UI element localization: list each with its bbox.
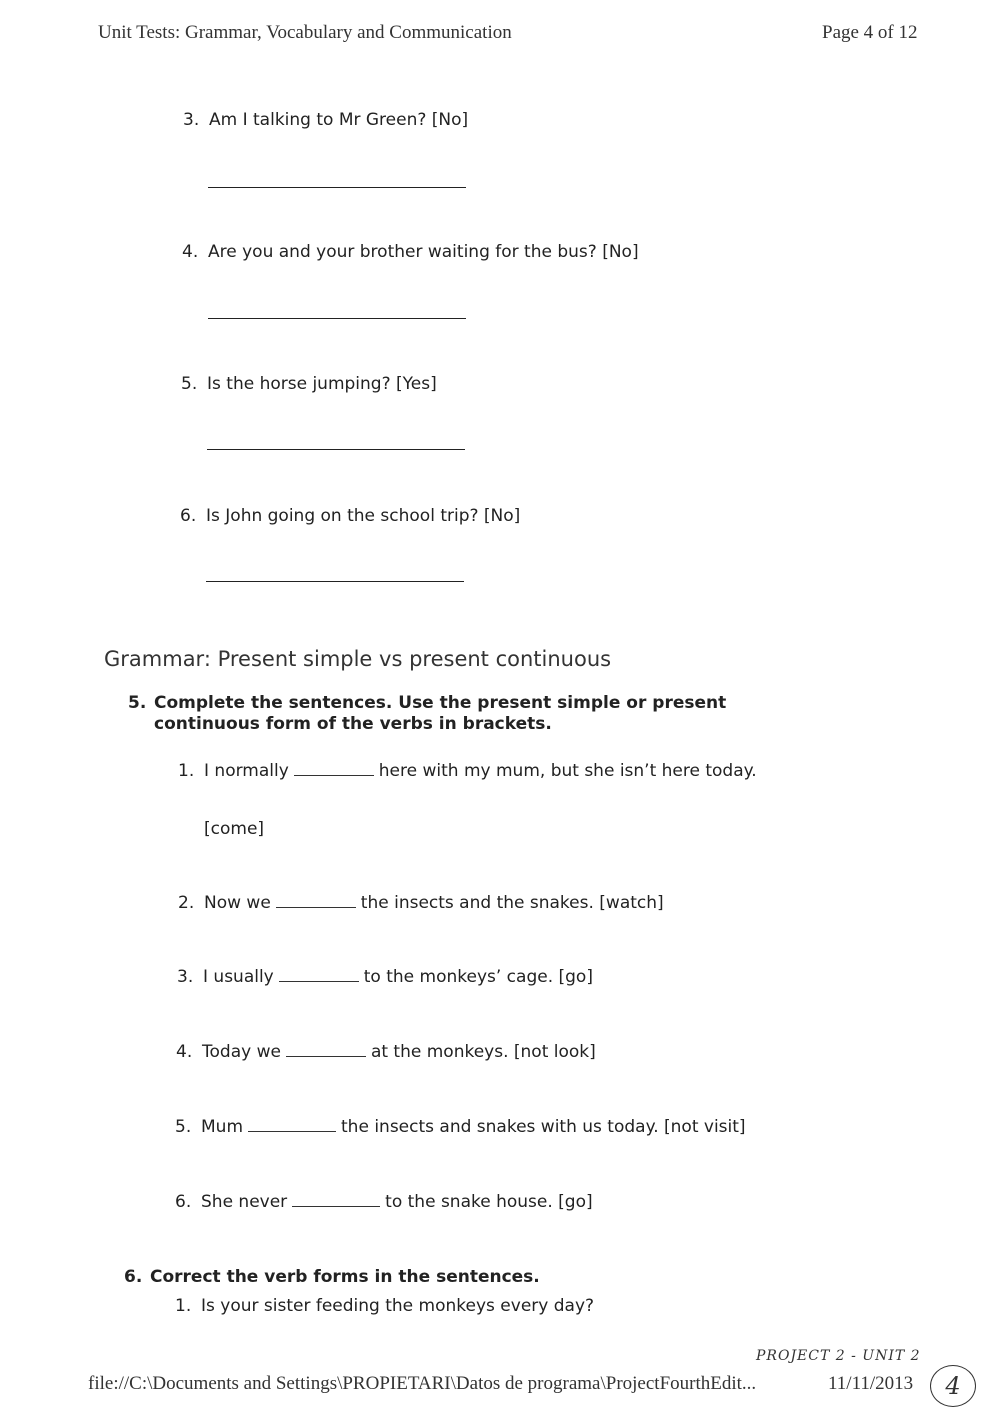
ex5-item-4: 4. Today we at the monkeys. [not look] <box>176 1042 596 1062</box>
ex5-item-5: 5. Mum the insects and snakes with us today. [not visit] <box>175 1117 746 1137</box>
fill-blank[interactable] <box>294 761 374 776</box>
ex5-item-1: 1. I normally here with my mum, but she isn’t here today. <box>178 761 757 781</box>
handwritten-page-circle: 4 <box>930 1365 976 1407</box>
answer-line[interactable] <box>208 318 466 319</box>
question-3: 3. Am I talking to Mr Green? [No] <box>183 110 469 130</box>
header-title: Unit Tests: Grammar, Vocabulary and Communication <box>98 22 512 43</box>
answer-line[interactable] <box>207 449 465 450</box>
footer-file-path: file://C:\Documents and Settings\PROPIETARI\Datos de programa\ProjectFourthEdit... <box>88 1373 757 1394</box>
handwritten-note: PROJECT 2 - UNIT 2 <box>756 1348 921 1364</box>
question-6: 6. Is John going on the school trip? [No] <box>180 506 521 526</box>
exercise-5-instruction-cont: continuous form of the verbs in brackets. <box>154 714 552 734</box>
ex5-item-1-hint: [come] <box>204 819 265 839</box>
fill-blank[interactable] <box>279 967 359 982</box>
ex5-item-6: 6. She never to the snake house. [go] <box>175 1192 593 1212</box>
fill-blank[interactable] <box>276 893 356 908</box>
fill-blank[interactable] <box>248 1117 336 1132</box>
exercise-5-instruction: 5. Complete the sentences. Use the present simple or present <box>128 693 727 713</box>
fill-blank[interactable] <box>292 1192 380 1207</box>
ex5-item-3: 3. I usually to the monkeys’ cage. [go] <box>177 967 593 987</box>
footer-date: 11/11/2013 <box>828 1373 914 1394</box>
fill-blank[interactable] <box>286 1042 366 1057</box>
answer-line[interactable] <box>208 187 466 188</box>
exercise-6-instruction: 6. Correct the verb forms in the sentences. <box>124 1267 540 1287</box>
answer-line[interactable] <box>206 581 464 582</box>
question-5: 5. Is the horse jumping? [Yes] <box>181 374 437 394</box>
question-4: 4. Are you and your brother waiting for the bus? [No] <box>182 242 639 262</box>
section-title: Grammar: Present simple vs present continuous <box>104 647 612 671</box>
ex6-item-1: 1. Is your sister feeding the monkeys every day? <box>175 1296 595 1316</box>
ex5-item-2: 2. Now we the insects and the snakes. [watch] <box>178 893 664 913</box>
page-number: Page 4 of 12 <box>822 22 918 43</box>
